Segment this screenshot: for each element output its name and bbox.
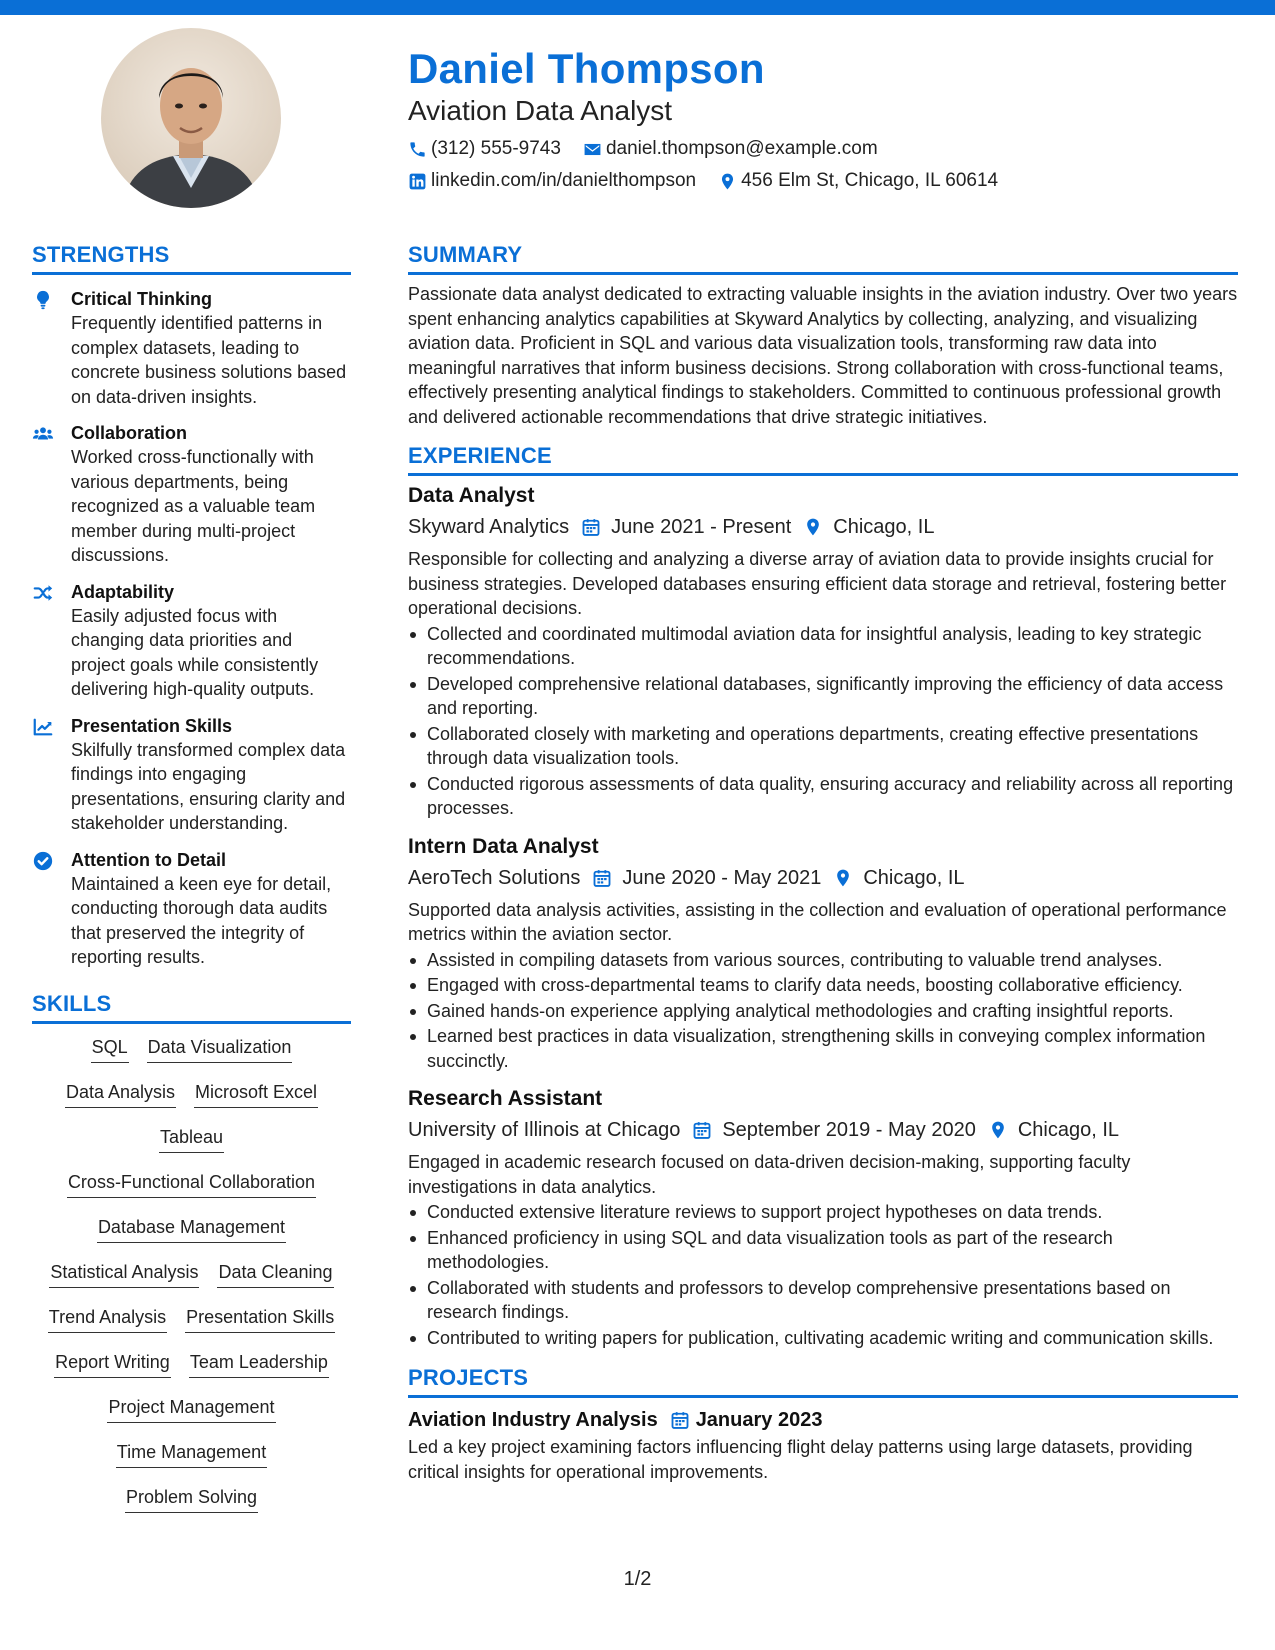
- list-item: Assisted in compiling datasets from various sources, contributing to valuable trend analyses.: [408, 948, 1238, 973]
- job-dates: June 2020 - May 2021: [622, 866, 822, 889]
- check-circle-icon: [32, 850, 54, 872]
- job-title: Intern Data Analyst: [408, 834, 599, 858]
- contact-row-2: [408, 168, 1238, 194]
- envelope-icon: [583, 140, 602, 159]
- candidate-title: Aviation Data Analyst: [408, 95, 673, 126]
- job-company: University of Illinois at Chicago: [408, 1119, 681, 1141]
- skill-tag: Presentation Skills: [185, 1304, 335, 1333]
- list-item: Conducted rigorous assessments of data quality, ensuring accuracy and reliability across all reporting processes.: [408, 772, 1238, 821]
- strength-desc: Maintained a keen eye for detail, conducting thorough data audits that preserved the integrity of reporting results.: [71, 873, 332, 967]
- email-text[interactable]: daniel.thompson@example.com: [605, 138, 878, 159]
- list-item: Contributed to writing papers for publication, cultivating academic writing and communication skills.: [408, 1326, 1238, 1351]
- map-pin-icon: [988, 1120, 1008, 1140]
- summary-text: Passionate data analyst dedicated to extracting valuable insights in the aviation industry. Over two years spent enhancing analytics capabilities at Skyward Analytics by collecting, analyzing, and visualizing aviation data. Proficient in SQL and various data visualization tools, transforming raw data into meaningful narratives that inform business decisions. Strong collaboration with cross-functional teams, effectively presenting analytical findings to stakeholders. Committed to continuous professional growth and delivered actionable recommendations that drive strategic initiatives.: [408, 284, 1238, 427]
- linkedin-icon: [408, 172, 427, 191]
- job-company: AeroTech Solutions: [408, 866, 581, 889]
- list-item: Learned best practices in data visualization, strengthening skills in conveying complex information succinctly.: [408, 1024, 1238, 1073]
- list-item: Collected and coordinated multimodal aviation data for insightful analysis, leading to key strategic recommendations.: [408, 622, 1238, 671]
- skill-tag: Team Leadership: [189, 1349, 329, 1378]
- job-company: Skyward Analytics: [408, 516, 570, 538]
- resume-header: [408, 44, 1238, 194]
- right-column: [408, 241, 1238, 1484]
- page-number: 1/2: [623, 1568, 652, 1590]
- list-item: Enhanced proficiency in using SQL and data visualization tools as part of the research methodologies.: [408, 1226, 1238, 1275]
- strength-item: [32, 421, 351, 568]
- skill-row: [159, 1124, 224, 1169]
- chart-line-icon: [32, 716, 54, 738]
- skill-tag: Microsoft Excel: [194, 1079, 318, 1108]
- users-icon: [32, 423, 54, 445]
- job-bullets: [408, 622, 1238, 821]
- list-item: Engaged with cross-departmental teams to clarify data needs, boosting collaborative efficiency.: [408, 973, 1238, 998]
- job-title: Data Analyst: [408, 484, 535, 507]
- strength-item: [32, 848, 351, 970]
- calendar-icon: [592, 868, 612, 888]
- list-item: Gained hands-on experience applying analytical methodologies and crafting insightful reports.: [408, 999, 1238, 1024]
- job-bullets: [408, 1200, 1238, 1350]
- skill-row: [97, 1214, 286, 1259]
- phone-contact: [408, 136, 561, 162]
- strength-desc: Frequently identified patterns in complex datasets, leading to concrete business solutions based on data-driven insights.: [71, 313, 347, 407]
- skill-tag: Trend Analysis: [48, 1304, 167, 1333]
- job-entry: [408, 1085, 1238, 1350]
- job-location: Chicago, IL: [1017, 1119, 1120, 1141]
- email-contact[interactable]: [583, 136, 878, 162]
- skill-row: [107, 1394, 275, 1439]
- list-item: Conducted extensive literature reviews to support project hypotheses on data trends.: [408, 1200, 1238, 1225]
- address-text: 456 Elm St, Chicago, IL 60614: [741, 170, 999, 191]
- strength-name: Critical Thinking: [71, 289, 213, 309]
- job-dates: June 2021 - Present: [611, 516, 792, 538]
- address-contact: [718, 168, 998, 194]
- job-meta: [408, 513, 1238, 541]
- phone-icon: [408, 140, 427, 159]
- skill-row: [65, 1079, 318, 1124]
- skill-tag: Time Management: [116, 1439, 267, 1468]
- lightbulb-icon: [32, 289, 54, 311]
- strength-desc: Worked cross-functionally with various departments, being recognized as a valuable team member during multi-project discussions.: [71, 447, 316, 565]
- skill-row: [91, 1034, 293, 1079]
- project-date: January 2023: [695, 1409, 823, 1431]
- skill-tag: Problem Solving: [125, 1484, 258, 1513]
- skill-tag: SQL: [91, 1034, 129, 1063]
- skill-tag: Cross-Functional Collaboration: [67, 1169, 316, 1198]
- map-pin-icon: [803, 517, 823, 537]
- skill-row: [67, 1169, 316, 1214]
- skill-tag: Data Analysis: [65, 1079, 176, 1108]
- skill-row: [125, 1484, 258, 1529]
- contact-row-1: [408, 136, 1238, 162]
- job-title: Research Assistant: [408, 1087, 603, 1110]
- job-entry: [408, 833, 1238, 1074]
- job-description: Supported data analysis activities, assisting in the collection and evaluation of operational performance metrics within the aviation sector.: [408, 899, 1227, 944]
- strength-desc: Easily adjusted focus with changing data priorities and project goals while consistently delivering high-quality outputs.: [71, 605, 319, 699]
- project-description: Led a key project examining factors influencing flight delay patterns using large datasets, providing critical insights for operational improvements.: [408, 1437, 1193, 1482]
- skill-tag: Database Management: [97, 1214, 286, 1243]
- skills-list: [32, 1034, 351, 1529]
- top-accent-bar: [0, 0, 1275, 15]
- map-pin-icon: [718, 172, 737, 191]
- skill-tag: Project Management: [107, 1394, 275, 1423]
- skill-row: [49, 1259, 333, 1304]
- summary-heading: SUMMARY: [408, 241, 1238, 275]
- phone-text: (312) 555-9743: [431, 138, 561, 159]
- project-entry: [408, 1406, 1238, 1484]
- strength-name: Attention to Detail: [71, 849, 226, 870]
- shuffle-icon: [32, 582, 54, 604]
- skill-tag: Report Writing: [54, 1349, 171, 1378]
- strength-desc: Skilfully transformed complex data findings into engaging presentations, ensuring clarity and stakeholder understanding.: [71, 739, 346, 833]
- strength-item: [32, 287, 351, 409]
- list-item: Collaborated with students and professors to develop comprehensive presentations based on research findings.: [408, 1276, 1238, 1325]
- list-item: Developed comprehensive relational databases, significantly improving the efficiency of data access and reporting.: [408, 672, 1238, 721]
- strength-item: [32, 714, 351, 836]
- linkedin-text[interactable]: linkedin.com/in/danielthompson: [431, 170, 697, 191]
- calendar-icon: [581, 517, 601, 537]
- job-entry: [408, 482, 1238, 821]
- list-item: Collaborated closely with marketing and operations departments, creating effective presentations through data visualization tools.: [408, 722, 1238, 771]
- skill-row: [54, 1349, 329, 1394]
- project-header: [408, 1406, 1238, 1434]
- job-description: Responsible for collecting and analyzing a diverse array of aviation data to provide insights crucial for business strategies. Developed databases ensuring efficient data storage and retrieval, fostering better operational decisions.: [408, 549, 1227, 618]
- left-column: [32, 241, 351, 1529]
- skill-row: [48, 1304, 335, 1349]
- skill-tag: Data Visualization: [147, 1034, 293, 1063]
- job-bullets: [408, 948, 1238, 1074]
- map-pin-icon: [833, 868, 853, 888]
- job-description: Engaged in academic research focused on data-driven decision-making, supporting faculty investigations in data analytics.: [408, 1152, 1131, 1197]
- candidate-name: Daniel Thompson: [408, 45, 765, 92]
- linkedin-contact[interactable]: [408, 168, 696, 194]
- strength-name: Presentation Skills: [71, 715, 233, 736]
- job-meta: [408, 1116, 1238, 1144]
- skill-tag: Statistical Analysis: [49, 1259, 199, 1288]
- skills-heading: SKILLS: [32, 990, 351, 1024]
- skill-row: [116, 1439, 267, 1484]
- projects-heading: PROJECTS: [408, 1364, 1238, 1398]
- strength-name: Adaptability: [71, 581, 175, 602]
- project-name: Aviation Industry Analysis: [408, 1409, 658, 1431]
- job-dates: September 2019 - May 2020: [722, 1119, 976, 1141]
- experience-heading: EXPERIENCE: [408, 442, 1238, 476]
- job-location: Chicago, IL: [863, 866, 965, 889]
- strengths-heading: STRENGTHS: [32, 241, 351, 275]
- job-location: Chicago, IL: [833, 516, 935, 538]
- skill-tag: Data Cleaning: [217, 1259, 333, 1288]
- strength-item: [32, 580, 351, 702]
- skill-tag: Tableau: [159, 1124, 224, 1153]
- calendar-icon: [670, 1410, 690, 1430]
- strength-name: Collaboration: [71, 423, 187, 443]
- calendar-icon: [692, 1120, 712, 1140]
- job-meta: [408, 864, 1238, 892]
- profile-photo: [101, 28, 281, 208]
